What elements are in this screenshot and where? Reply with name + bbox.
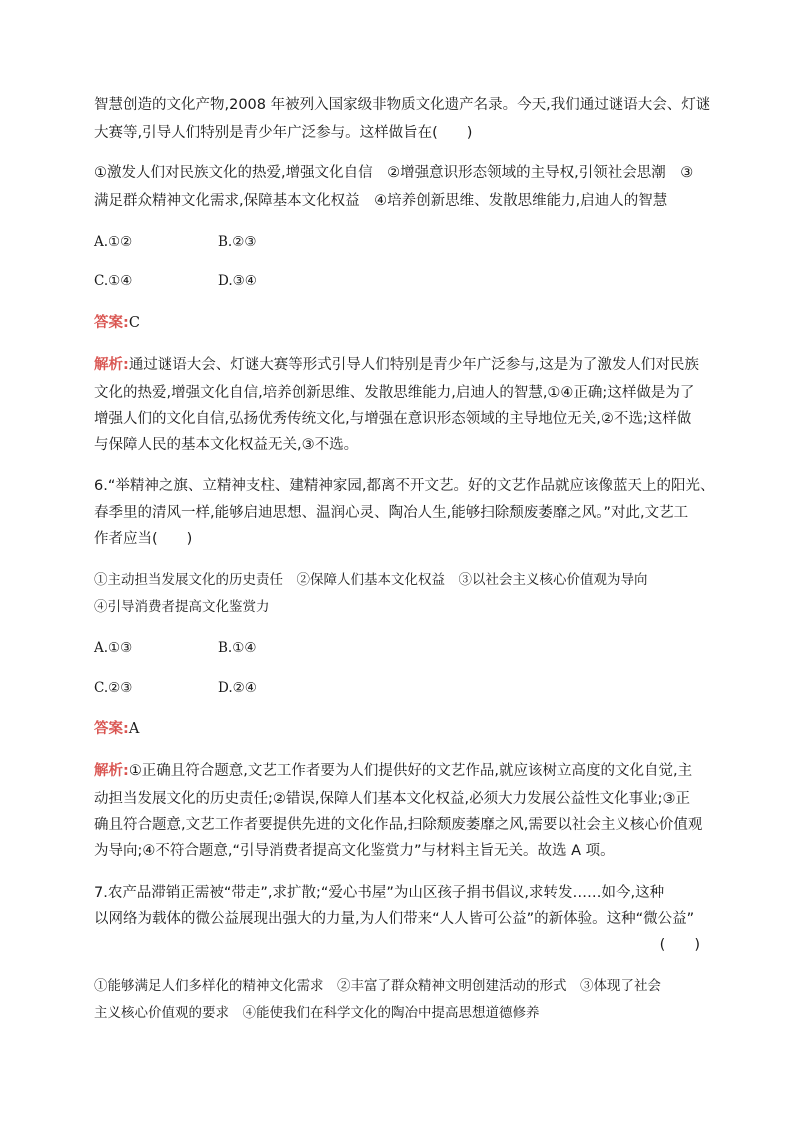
analysis-label: 解析: — [94, 763, 129, 779]
q7-statement-line-1: ①能够满足人们多样化的精神文化需求 ②丰富了群众精神文明创建活动的形式 ③体现了社会 — [94, 978, 661, 994]
answer-value: A — [128, 721, 140, 737]
analysis-text: 通过谜语大会、灯谜大赛等形式引导人们特别是青少年广泛参与,这是为了激发人们对民族 — [128, 357, 699, 373]
answer-label: 答案: — [94, 315, 129, 331]
q5-statement-line-2: 满足群众精神文化需求,保障基本文化权益 ④培养创新思维、发散思维能力,启迪人的智慧 — [94, 193, 668, 209]
q5-analysis-line-3: 增强人们的文化自信,弘扬优秀传统文化,与增强在意识形态领域的主导地位无关,②不选;这样做 — [94, 411, 692, 427]
q7-answer-paren: ( ) — [659, 937, 700, 953]
q5-analysis-line-2: 文化的热爱,增强文化自信,培养创新思维、发散思维能力,启迪人的智慧,①④正确;这样做是为了 — [94, 385, 695, 401]
q6-statement-line-2: ④引导消费者提高文化鉴赏力 — [94, 599, 270, 615]
q6-analysis-line-3: 确且符合题意,文艺工作者要提供先进的文化作品,扫除颓废萎靡之风,需要以社会主义核心价值观 — [94, 817, 703, 833]
q5-answer — [94, 313, 140, 333]
q6-option-d: D.②④ — [218, 680, 257, 696]
q7-stem-line-1: 7.农产品滞销正需被“带走”,求扩散;“爱心书屋”为山区孩子捐书倡议,求转发……如今,这种 — [94, 885, 665, 901]
q6-stem-line-1: 6.“举精神之旗、立精神支柱、建精神家园,都离不开文艺。好的文艺作品就应该像蓝天上的阳光、 — [94, 478, 715, 494]
q5-option-d: D.③④ — [218, 273, 257, 289]
answer-label: 答案: — [94, 721, 129, 737]
answer-value: C — [128, 315, 140, 331]
q6-analysis-line-1 — [94, 761, 692, 781]
analysis-text: ①正确且符合题意,文艺工作者要为人们提供好的文艺作品,就应该树立高度的文化自觉,主 — [128, 763, 693, 779]
q5-analysis-line-4: 与保障人民的基本文化权益无关,③不选。 — [94, 437, 359, 453]
q5-option-c: C.①④ — [94, 273, 133, 289]
q5-stem-line-2: 大赛等,引导人们特别是青少年广泛参与。这样做旨在( ) — [94, 125, 473, 141]
q5-option-b: B.②③ — [218, 234, 257, 250]
q5-stem-line-1: 智慧创造的文化产物,2008 年被列入国家级非物质文化遗产名录。今天,我们通过谜语大会、灯谜 — [94, 97, 711, 113]
q6-statement-line-1: ①主动担当发展文化的历史责任 ②保障人们基本文化权益 ③以社会主义核心价值观为导向 — [94, 572, 648, 588]
q6-stem-line-3: 作者应当( ) — [94, 531, 193, 547]
q6-analysis-line-4: 为导向;④不符合题意,“引导消费者提高文化鉴赏力”与材料主旨无关。故选 A 项。 — [94, 843, 615, 859]
q7-statement-line-2: 主义核心价值观的要求 ④能使我们在科学文化的陶冶中提高思想道德修养 — [94, 1005, 540, 1021]
q7-stem-line-2: 以网络为载体的微公益展现出强大的力量,为人们带来“人人皆可公益”的新体验。这种“微公益” — [94, 911, 695, 927]
q5-analysis-line-1 — [94, 355, 699, 375]
q6-option-c: C.②③ — [94, 680, 133, 696]
q5-statement-line-1: ①激发人们对民族文化的热爱,增强文化自信 ②增强意识形态领域的主导权,引领社会思潮 ③ — [94, 165, 694, 181]
q5-option-a: A.①② — [94, 234, 133, 250]
analysis-label: 解析: — [94, 357, 129, 373]
q6-analysis-line-2: 动担当发展文化的历史责任;②错误,保障人们基本文化权益,必须大力发展公益性文化事业;③正 — [94, 791, 690, 807]
q6-option-b: B.①④ — [218, 640, 257, 656]
q6-answer — [94, 719, 139, 739]
q6-option-a: A.①③ — [94, 640, 133, 656]
q6-stem-line-2: 春季里的清风一样,能够启迪思想、温润心灵、陶冶人生,能够扫除颓废萎靡之风。”对此,文艺工 — [94, 505, 689, 521]
